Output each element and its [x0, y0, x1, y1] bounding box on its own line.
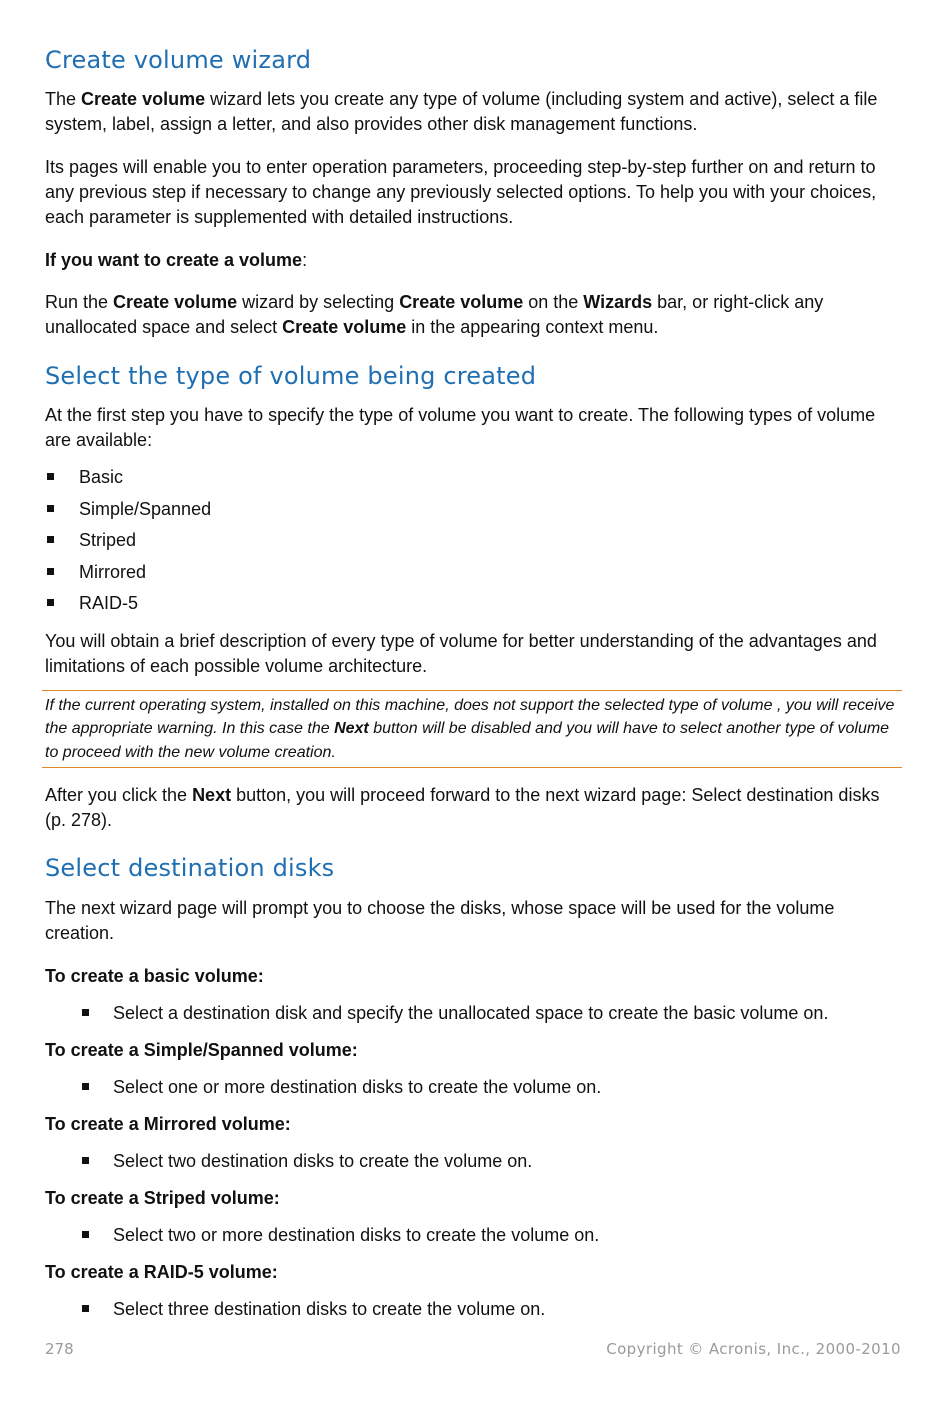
- square-bullet-icon: [82, 1231, 89, 1238]
- list-item: Select three destination disks to create the volume on.: [45, 1297, 905, 1322]
- paragraph-first-step: At the first step you have to specify the type of volume you want to create. The following types of volume are available:: [45, 405, 876, 450]
- paragraph-next: After you click the Next button, you will proceed forward to the next wizard page: Select destination disks (p. 278).: [45, 785, 880, 830]
- mirrored-steps: [45, 1149, 905, 1174]
- square-bullet-icon: [47, 536, 54, 543]
- square-bullet-icon: [82, 1305, 89, 1312]
- subheading-mirrored: To create a Mirrored volume:: [45, 1114, 291, 1134]
- square-bullet-icon: [47, 473, 54, 480]
- square-bullet-icon: [82, 1083, 89, 1090]
- volume-type-list: [45, 465, 905, 623]
- heading-create-volume-wizard: Create volume wizard: [45, 46, 312, 74]
- list-item: Mirrored: [45, 560, 905, 592]
- simple-spanned-steps: [45, 1075, 905, 1100]
- paragraph-run-wizard: Run the Create volume wizard by selecting Create volume on the Wizards bar, or right-click any unallocated space and select Create volume in the appearing context menu.: [45, 292, 824, 337]
- striped-steps: [45, 1223, 905, 1248]
- raid5-steps: [45, 1297, 905, 1322]
- subheading-simple-spanned: To create a Simple/Spanned volume:: [45, 1040, 358, 1060]
- copyright-notice: Copyright © Acronis, Inc., 2000-2010: [606, 1340, 901, 1358]
- heading-select-destination-disks: Select destination disks: [45, 854, 335, 882]
- paragraph-destination-intro: The next wizard page will prompt you to choose the disks, whose space will be used for the volume creation.: [45, 898, 835, 943]
- basic-steps: [45, 1001, 905, 1026]
- square-bullet-icon: [47, 568, 54, 575]
- square-bullet-icon: [82, 1157, 89, 1164]
- list-item: Select a destination disk and specify the unallocated space to create the basic volume on.: [45, 1001, 905, 1026]
- paragraph-description: You will obtain a brief description of every type of volume for better understanding of the advantages and limitations of each possible volume architecture.: [45, 631, 877, 676]
- square-bullet-icon: [47, 505, 54, 512]
- list-item: Simple/Spanned: [45, 497, 905, 529]
- list-item: Striped: [45, 528, 905, 560]
- paragraph-pages: Its pages will enable you to enter operation parameters, proceeding step-by-step further on and return to any previous step if necessary to change any previously selected options. To help you with your choices, each parameter is supplemented with detailed instructions.: [45, 157, 877, 227]
- subheading-striped: To create a Striped volume:: [45, 1188, 280, 1208]
- subheading-basic: To create a basic volume:: [45, 966, 264, 986]
- square-bullet-icon: [47, 599, 54, 606]
- subheading-raid5: To create a RAID-5 volume:: [45, 1262, 278, 1282]
- list-item: Select one or more destination disks to create the volume on.: [45, 1075, 905, 1100]
- list-item: Select two destination disks to create the volume on.: [45, 1149, 905, 1174]
- page-number: 278: [45, 1340, 74, 1358]
- paragraph-if-you-want: If you want to create a volume:: [45, 250, 308, 270]
- list-item: Select two or more destination disks to create the volume on.: [45, 1223, 905, 1248]
- heading-select-volume-type: Select the type of volume being created: [45, 362, 537, 390]
- note-text: If the current operating system, installed on this machine, does not support the selected type of volume , you will receive the appropriate warning. In this case the Next button will be disabled and you will have to select another type of volume to proceed with the new volume creation.: [45, 697, 895, 761]
- list-item: Basic: [45, 465, 905, 497]
- list-item: RAID-5: [45, 591, 905, 623]
- note-box: [42, 690, 902, 768]
- square-bullet-icon: [82, 1009, 89, 1016]
- paragraph-intro: The Create volume wizard lets you create any type of volume (including system and active), select a file system, label, assign a letter, and also provides other disk management functions.: [45, 89, 878, 134]
